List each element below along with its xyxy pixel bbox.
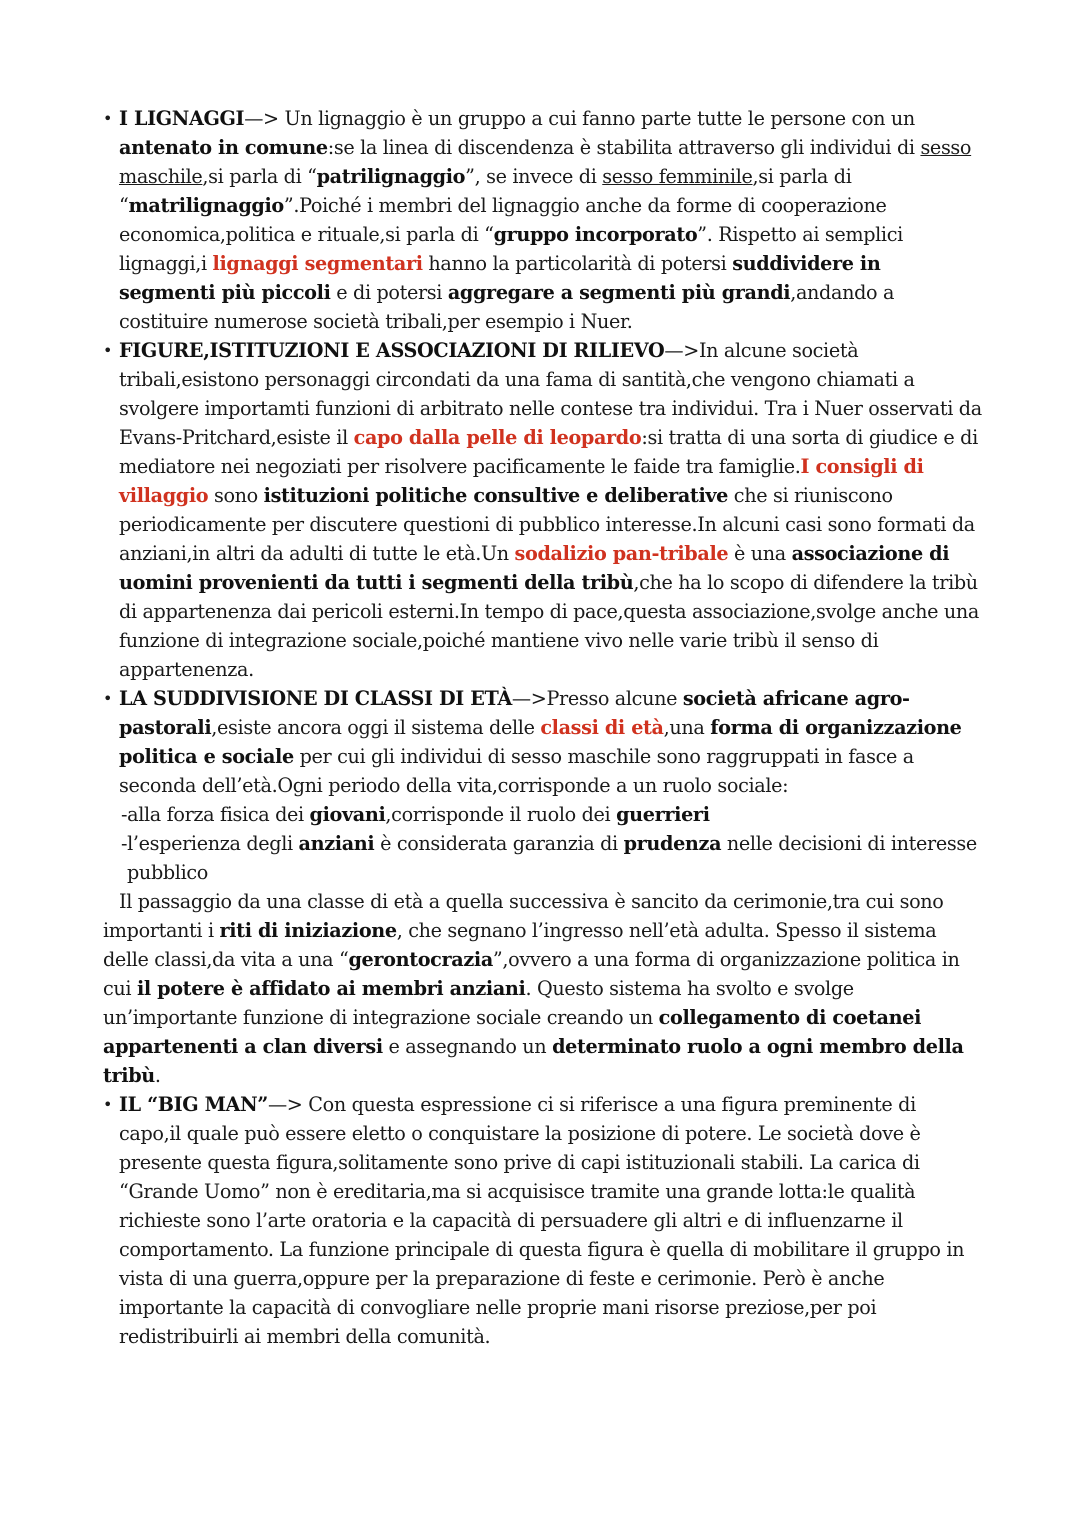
text: Un lignaggio è un gruppo a cui fanno parte tutte le persone con un [278,107,915,130]
bullet-icon: • [103,1095,113,1114]
text: Presso alcune [546,687,683,710]
bold-term: prudenza [623,832,722,855]
dash-item-anziani-cont: pubblico [127,861,208,884]
bold-term: patrilignaggio [316,165,466,188]
text: è considerata garanzia di [374,832,624,855]
text: In alcune società tribali,esistono personaggi circondati da una fama di santità,che vengono chiamati a svolgere importamti funzioni di arbitrato nelle contese tra individui. Tra i Nuer osservati da Evans-Pritchard,esiste il [119,339,982,449]
bold-term: anziani [298,832,375,855]
text: ”. Rispetto ai semplici lignaggi,i [119,223,903,275]
text: hanno la particolarità di potersi [422,252,733,275]
text: ,una [663,716,711,739]
bold-term: riti di iniziazione [219,919,397,942]
text: ,che ha lo scopo di difendere la tribù di appartenenza dai pericoli esterni.In tempo di pace,questa associazione,svolge anche una funzione di integrazione sociale,poiché mantiene vivo nelle varie tribù il senso di appartenenza. [119,571,980,681]
dash-item-anziani [119,829,983,858]
bold-term: associazione di uomini provenienti da tutti i segmenti della tribù [119,542,950,594]
bold-term: forma di organizzazione politica e sociale [119,716,962,768]
section-title: I LIGNAGGI [119,107,245,130]
bold-term: gerontocrazia [348,948,493,971]
text: -alla forza fisica dei [121,803,310,826]
section-title: FIGURE,ISTITUZIONI E ASSOCIAZIONI DI RILIEVO [119,339,665,362]
bold-term: società africane agro-pastorali [119,687,910,739]
arrow: —> [244,107,279,130]
bold-term: suddividere in segmenti più piccoli [119,252,881,304]
text: ,andando a costituire numerose società tribali,per esempio i Nuer. [119,281,895,333]
bold-term: collegamento di coetanei appartenenti a clan diversi [103,1006,922,1058]
text: che si riuniscono periodicamente per discutere questioni di pubblico interesse.In alcuni casi sono formati da anziani,in altri da adulti di tutte le età.Un [119,484,975,565]
bullet-icon: • [103,109,113,128]
bold-term: matrilignaggio [128,194,284,217]
text: ,si parla di “ [202,165,317,188]
text: ”, se invece di [465,165,603,188]
bold-term: determinato ruolo a ogni membro della tribù [103,1035,964,1087]
text: . Questo sistema ha svolto e svolge un’importante funzione di integrazione sociale creando un [103,977,854,1029]
text: è una [728,542,792,565]
arrow: —> [511,687,547,710]
bold-term: il potere è affidato ai membri anziani [136,977,526,1000]
text: per cui gli individui di sesso maschile sono raggruppati in fasce a seconda dell’età.Ogni periodo della vita,corrisponde a un ruolo sociale: [119,745,914,797]
bold-term: guerrieri [616,803,710,826]
underlined-term: sesso maschile [119,136,972,188]
highlight-term: classi di età [540,716,664,739]
highlight-term: lignaggi segmentari [212,252,423,275]
text: sono [208,484,264,507]
section-lignaggi [103,104,983,336]
text: e assegnando un [382,1035,553,1058]
text: ”,ovvero a una forma di organizzazione politica in cui [103,948,960,1000]
section-figure [103,336,983,684]
document-page [103,104,983,1351]
classi-intro [119,684,983,800]
text: ,si parla di “ [119,165,852,217]
bold-term: aggregare a segmenti più grandi [447,281,791,304]
highlight-term: sodalizio pan-tribale [514,542,729,565]
section-title: IL “BIG MAN” [119,1093,268,1116]
dash-item-giovani [119,800,983,829]
text: :se la linea di discendenza è stabilita attraverso gli individui di [327,136,921,159]
arrow: —> [267,1093,303,1116]
text: Il passaggio da una classe di età a quella successiva è sancito da cerimonie,tra cui sono importanti i [103,890,944,942]
highlight-term: I consigli di villaggio [119,455,924,507]
text: ,esiste ancora oggi il sistema delle [211,716,541,739]
text: . [154,1064,161,1087]
classi-paragraph [103,887,983,1090]
text: :si tratta di una sorta di giudice e di mediatore nei negoziati per risolvere pacificamente le faide tra famiglie. [119,426,978,478]
bold-term: gruppo incorporato [493,223,698,246]
section-bigman [103,1090,983,1351]
bold-term: giovani [309,803,386,826]
bullet-icon: • [103,341,113,360]
text: e di potersi [330,281,448,304]
text: nelle decisioni di interesse [721,832,977,855]
section-classi [103,684,983,1090]
underlined-term: sesso femminile [602,165,753,188]
section-title: LA SUDDIVISIONE DI CLASSI DI ETÀ [119,687,512,710]
arrow: —> [664,339,699,362]
text: -l’esperienza degli [121,832,299,855]
text: Con questa espressione ci si riferisce a una figura preminente di capo,il quale può essere eletto o conquistare la posizione di potere. Le società dove è presente questa figura,solitamente sono prive di capi istituzionali stabili. La carica di “Grande Uomo” non è ereditaria,ma si acquisisce tramite una grande lotta:le qualità richieste sono l’arte oratoria e la capacità di persuadere gli altri e di influenzarne il comportamento. La funzione principale di questa figura è quella di mobilitare il gruppo in vista di una guerra,oppure per la preparazione di feste e cerimonie. Però è anche importante la capacità di convogliare nelle proprie mani risorse preziose,per poi redistribuirli ai membri della comunità. [119,1093,965,1348]
bold-term: istituzioni politiche consultive e deliberative [263,484,729,507]
bold-term: antenato in comune [119,136,328,159]
bullet-icon: • [103,689,113,708]
text: , che segnano l’ingresso nell’età adulta. Spesso il sistema delle classi,da vita a una “ [103,919,937,971]
text: ,corrisponde il ruolo dei [385,803,617,826]
highlight-term: capo dalla pelle di leopardo [353,426,642,449]
text: ”.Poiché i membri del lignaggio anche da forme di cooperazione economica,politica e rituale,si parla di “ [119,194,887,246]
